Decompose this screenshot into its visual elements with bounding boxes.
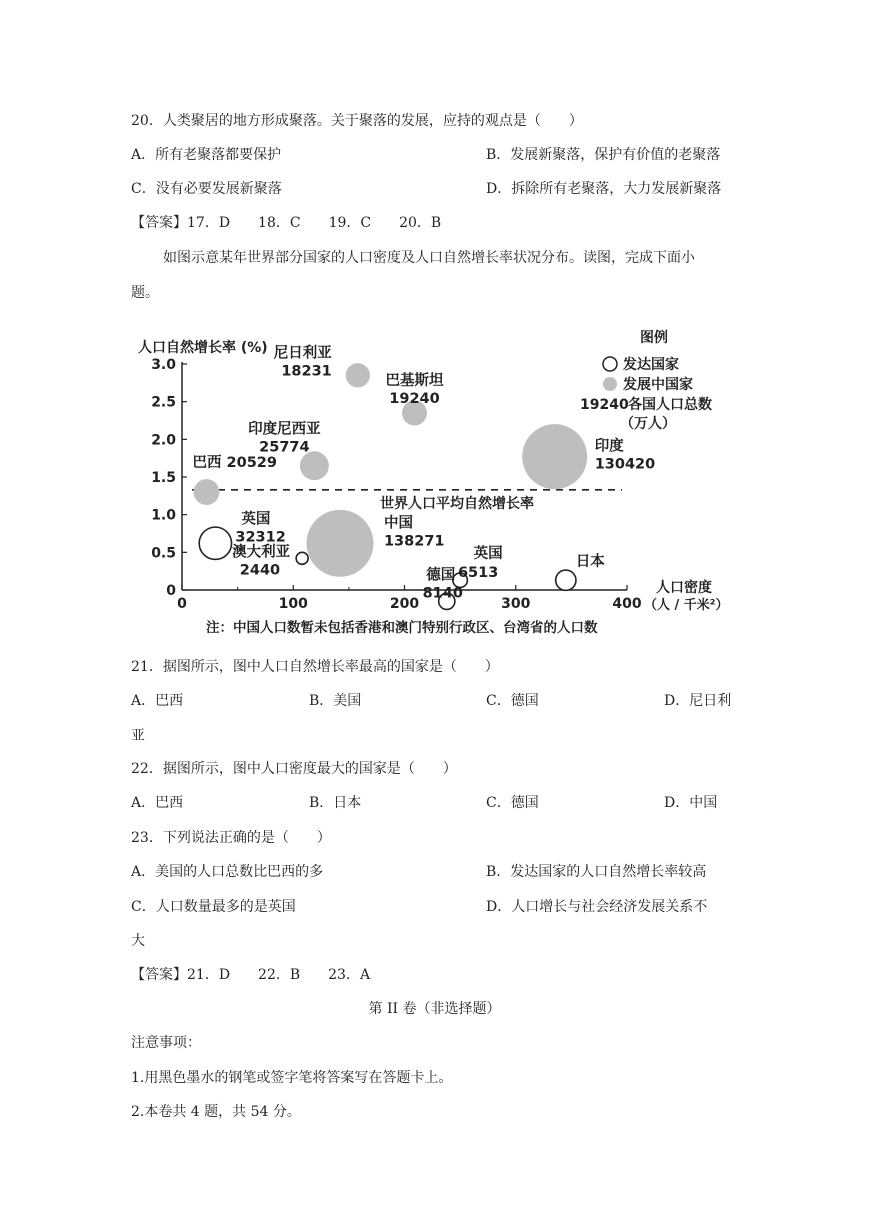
q23-option-b: B．发达国家的人口自然增长率较高 bbox=[486, 864, 707, 880]
country-name-label: 英国 bbox=[241, 511, 271, 528]
country-population-label: 25774 bbox=[259, 439, 310, 456]
bubble-developed bbox=[199, 527, 231, 559]
y-tick-label: 0 bbox=[166, 583, 176, 599]
bubble-developed bbox=[296, 552, 308, 564]
legend-developing-marker bbox=[603, 377, 617, 391]
country-name-label: 日本 bbox=[575, 554, 605, 571]
x-axis-label-1: 人口密度 bbox=[656, 580, 712, 596]
bubble-developing bbox=[307, 510, 374, 577]
x-tick-label: 300 bbox=[501, 596, 531, 612]
q21-stem: 21．据图所示，图中人口自然增长率最高的国家是（ ） bbox=[131, 659, 499, 675]
country-population-label: 130420 bbox=[594, 456, 656, 473]
q21-option-a: A．巴西 bbox=[131, 693, 184, 709]
x-tick-label: 0 bbox=[177, 596, 187, 612]
chart-note: 注：中国人口数暂未包括香港和澳门特别行政区、台湾省的人口数 bbox=[206, 620, 598, 636]
country-name-label: 澳大利亚 bbox=[232, 544, 291, 561]
q22-option-c: C．德国 bbox=[486, 795, 539, 811]
bubble-developed bbox=[556, 570, 576, 590]
q23-option-c: C．人口数量最多的是英国 bbox=[131, 899, 296, 915]
q21-option-b: B．美国 bbox=[309, 693, 362, 709]
q20-option-d: D．拆除所有老聚落，大力发展新聚落 bbox=[486, 181, 722, 197]
q22-option-b: B．日本 bbox=[309, 795, 362, 811]
q20-option-b: B．发展新聚落，保护有价值的老聚落 bbox=[486, 147, 721, 163]
country-population-label: 8140 bbox=[422, 585, 463, 602]
q23-stem: 23．下列说法正确的是（ ） bbox=[131, 830, 331, 846]
country-name-label: 巴基斯坦 bbox=[385, 372, 444, 389]
notice-item-2: 2.本卷共 4 题，共 54 分。 bbox=[131, 1104, 301, 1120]
q21-option-d: D．尼日利 bbox=[664, 693, 732, 709]
population-bubble-chart bbox=[128, 322, 738, 640]
notice-heading: 注意事项： bbox=[131, 1035, 201, 1051]
country-population-label: 2440 bbox=[239, 562, 281, 579]
x-tick-label: 100 bbox=[278, 596, 308, 612]
country-population-label: 32312 bbox=[235, 529, 286, 546]
legend-developing-label: 发展中国家 bbox=[623, 377, 693, 393]
q22-option-d: D．中国 bbox=[664, 795, 718, 811]
legend-size-text: 各国人口总数 bbox=[628, 397, 712, 413]
y-tick-label: 0.5 bbox=[151, 545, 176, 562]
y-tick-label: 1.0 bbox=[151, 507, 176, 524]
country-label: 巴西 20529 bbox=[192, 455, 277, 472]
country-population-label: 138271 bbox=[383, 533, 445, 550]
section-title: 第 II 卷（非选择题） bbox=[368, 1001, 501, 1017]
y-tick-label: 1.5 bbox=[151, 470, 176, 486]
legend-size-example: 19240 bbox=[580, 397, 629, 413]
y-axis-label: 人口自然增长率 (%) bbox=[138, 340, 268, 356]
answer-line-2: 【答案】21．D 22．B 23．A bbox=[131, 967, 371, 983]
x-axis-label-2: （人 / 千米²） bbox=[644, 598, 729, 613]
country-population-label: 19240 bbox=[389, 390, 440, 407]
legend-developed-marker bbox=[603, 357, 617, 371]
q20-option-c: C．没有必要发展新聚落 bbox=[131, 181, 282, 197]
country-name-label: 印度 bbox=[594, 438, 624, 455]
notice-item-1: 1.用黑色墨水的钢笔或签字笔将答案写在答题卡上。 bbox=[131, 1070, 453, 1086]
country-name-label: 英国 bbox=[473, 546, 503, 563]
y-tick-label: 2.5 bbox=[151, 394, 176, 411]
world-average-label: 世界人口平均自然增长率 bbox=[380, 495, 534, 512]
intro-line-2: 题。 bbox=[131, 285, 159, 301]
q23-option-d: D．人口增长与社会经济发展关系不 bbox=[486, 899, 708, 915]
y-tick-label: 3.0 bbox=[151, 357, 176, 373]
q23-option-d-wrap: 大 bbox=[131, 933, 145, 949]
answer-line-1: 【答案】17．D 18．C 19．C 20．B bbox=[131, 215, 442, 231]
y-tick-label: 2.0 bbox=[151, 432, 176, 449]
country-population-label: 6513 bbox=[457, 565, 499, 582]
country-name-label: 印度尼西亚 bbox=[248, 421, 321, 438]
bubble-developing bbox=[346, 363, 370, 387]
q21-option-c: C．德国 bbox=[486, 693, 539, 709]
country-name-label: 尼日利亚 bbox=[273, 345, 332, 362]
bubble-developing bbox=[194, 479, 220, 505]
country-population-label: 18231 bbox=[281, 363, 332, 380]
q22-option-a: A．巴西 bbox=[131, 795, 184, 811]
legend-size-unit: （万人） bbox=[620, 416, 676, 432]
q20-option-a: A．所有老聚落都要保护 bbox=[131, 147, 282, 163]
x-tick-label: 400 bbox=[612, 596, 642, 612]
legend-title: 图例 bbox=[640, 330, 668, 346]
country-name-label: 中国 bbox=[383, 515, 413, 532]
q21-option-d-wrap: 亚 bbox=[131, 728, 145, 744]
bubble-developing bbox=[522, 424, 587, 489]
country-name-label: 德国 bbox=[426, 567, 456, 584]
q23-option-a: A．美国的人口总数比巴西的多 bbox=[131, 864, 324, 880]
x-tick-label: 200 bbox=[389, 596, 420, 612]
intro-line-1: 如图示意某年世界部分国家的人口密度及人口自然增长率状况分布。读图，完成下面小 bbox=[163, 250, 695, 266]
q20-stem: 20．人类聚居的地方形成聚落。关于聚落的发展，应持的观点是（ ） bbox=[131, 113, 583, 129]
q22-stem: 22．据图所示，图中人口密度最大的国家是（ ） bbox=[131, 761, 457, 777]
legend-developed-label: 发达国家 bbox=[623, 357, 679, 373]
